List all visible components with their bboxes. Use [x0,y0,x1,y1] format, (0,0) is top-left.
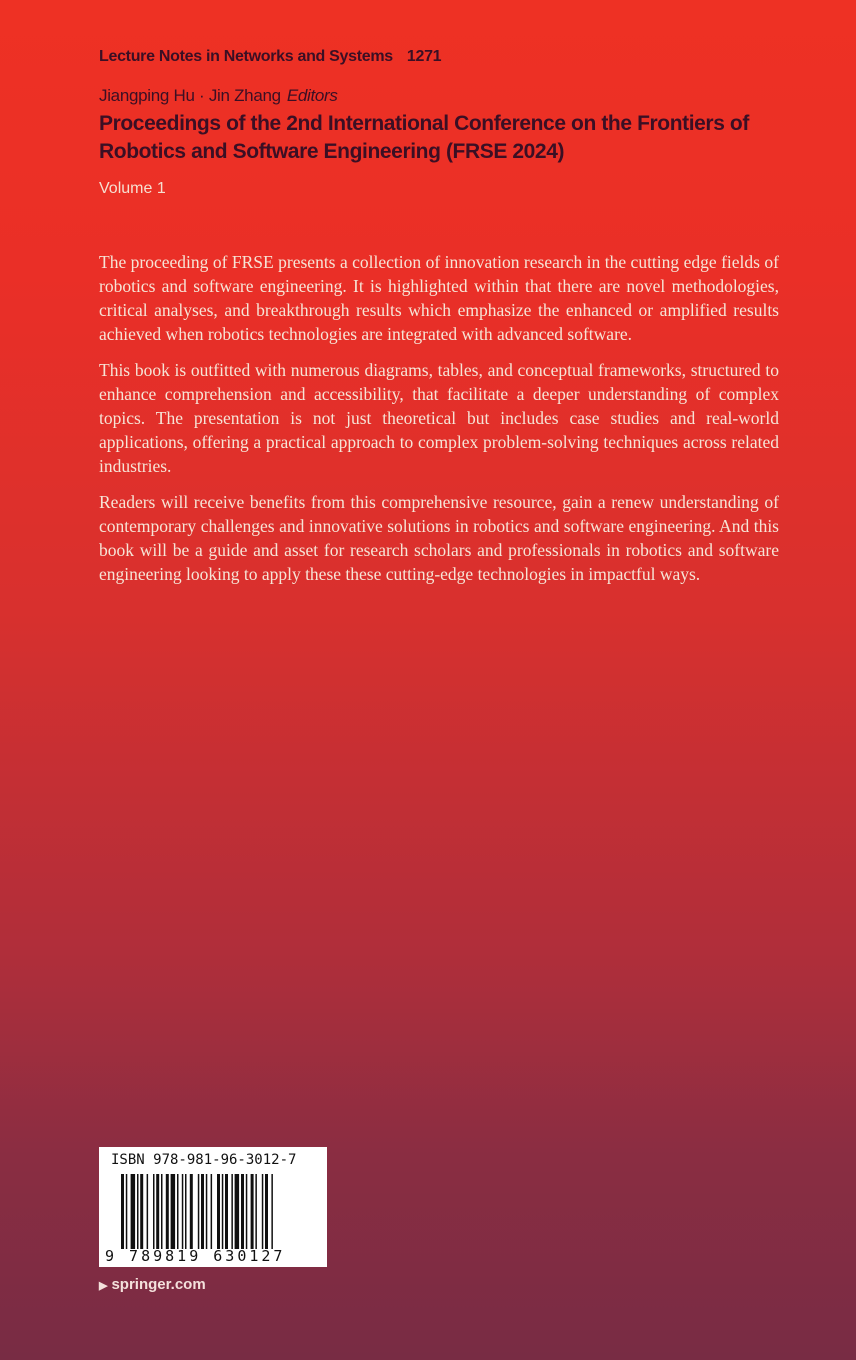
barcode-bar [206,1174,208,1249]
isbn-label: ISBN 978-981-96-3012-7 [111,1152,297,1168]
barcode-bar [235,1174,240,1249]
barcode-bar [211,1174,213,1249]
isbn-barcode-box [99,1147,327,1267]
barcode-bar [161,1174,163,1249]
barcode-bar [166,1174,169,1249]
barcode-bar [251,1174,254,1249]
editors-line [99,86,338,106]
barcode-bar [121,1174,124,1249]
blurb [99,250,779,598]
barcode-icon [121,1174,321,1249]
barcode-bar [198,1174,200,1249]
barcode-bar [137,1174,139,1249]
barcode-bar [231,1174,233,1249]
barcode-bar [241,1174,244,1249]
barcode-bar [171,1174,176,1249]
barcode-bar [255,1174,257,1249]
blurb-paragraph: Readers will receive benefits from this comprehensive resource, gain a renew understanding of contemporary challenges and innovative solutions in robotics and software engineering. And this book will be a guide and asset for research scholars and professionals in robotics and software engineering looking to apply these these cutting-edge technologies in impactful ways. [99,492,779,584]
barcode-bar [156,1174,159,1249]
book-title: Proceedings of the 2nd International Conference on the Frontiers of Robotics and Software Engineering (FRSE 2024) [99,112,749,163]
barcode-bar [182,1174,184,1249]
editor-role: Editors [286,86,338,105]
website-link[interactable] [99,1276,206,1293]
barcode-bar [246,1174,248,1249]
blurb-paragraph: This book is outfitted with numerous diagrams, tables, and conceptual frameworks, structured to enhance comprehension and accessibility, that facilitate a deeper understanding of complex topics. The presentation is not just theoretical but includes case studies and real-world applications, offering a practical approach to complex problem-solving techniques across related industries. [99,360,779,476]
barcode-bar [271,1174,273,1249]
barcode-bar [147,1174,149,1249]
blurb-paragraph: The proceeding of FRSE presents a collection of innovation research in the cutting edge fields of robotics and software engineering. It is highlighted within that there are novel methodologies, critical analyses, and breakthrough results which emphasize the enhanced or amplified results achieved when robotics technologies are integrated with advanced software. [99,252,779,344]
website-label: springer.com [111,1276,206,1293]
barcode-bar [153,1174,155,1249]
editor-names: Jiangping Hu · Jin Zhang [99,86,281,105]
barcode-bar [126,1174,128,1249]
barcode-bar [265,1174,268,1249]
isbn-digits: 9 789819 630127 [105,1247,286,1265]
series-number: 1271 [406,48,442,65]
barcode-bar [262,1174,264,1249]
series-line [99,48,441,66]
barcode-bar [225,1174,228,1249]
barcode-bar [190,1174,193,1249]
barcode-bar [201,1174,204,1249]
barcode-bar [177,1174,179,1249]
play-arrow-icon: ▶ [99,1280,108,1292]
volume-label: Volume 1 [99,180,166,197]
barcode-bar [222,1174,224,1249]
barcode-bar [217,1174,220,1249]
barcode-bar [140,1174,143,1249]
series-name: Lecture Notes in Networks and Systems [99,48,393,65]
barcode-bar [131,1174,136,1249]
barcode-bar [185,1174,187,1249]
